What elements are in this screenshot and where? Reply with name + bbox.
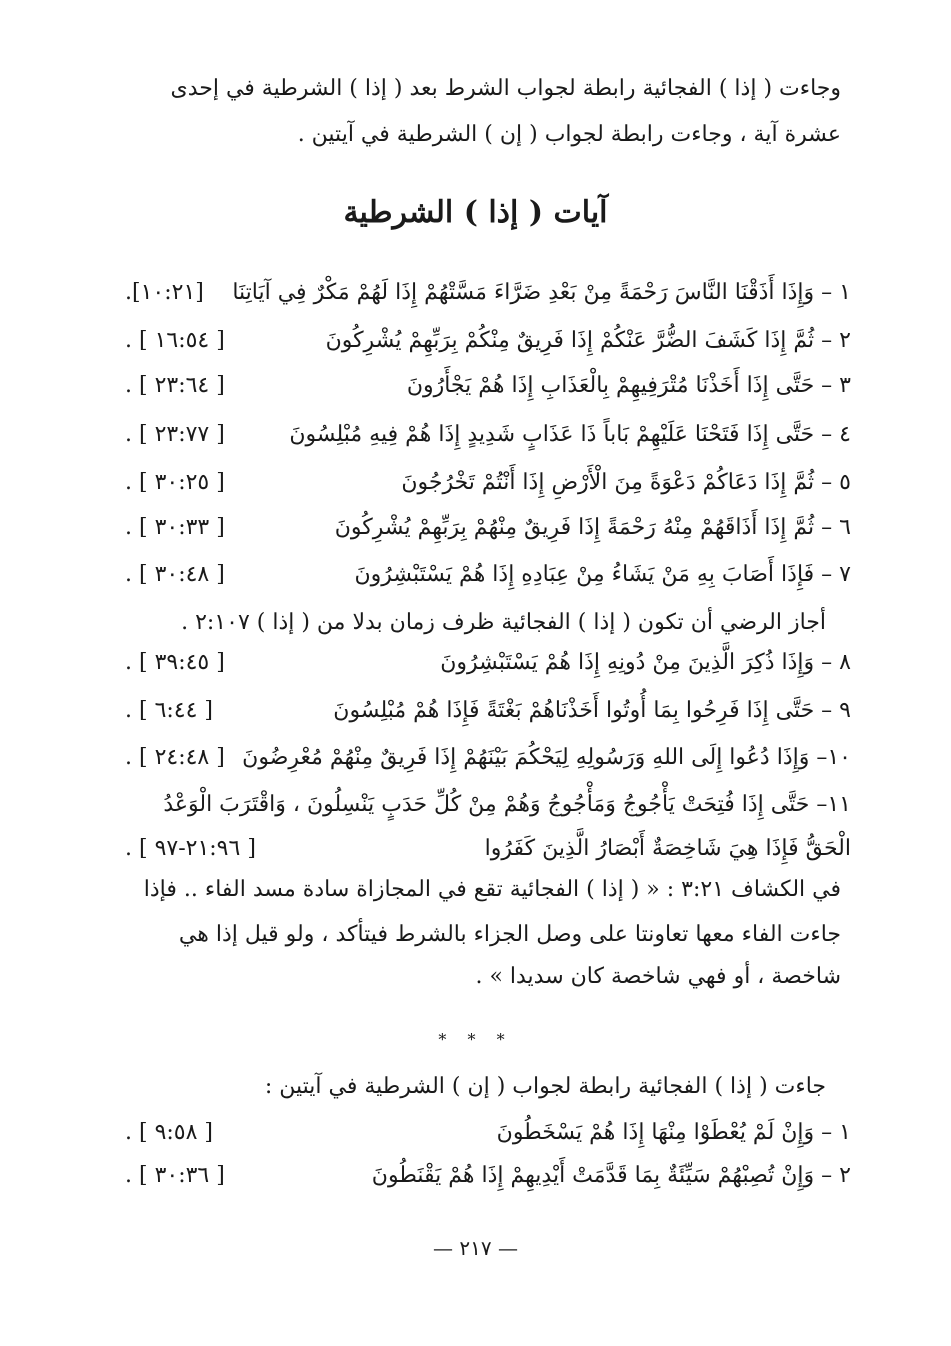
verse-number: ١ – bbox=[821, 1120, 851, 1145]
intro-line-2: عشرة آية ، وجاءت رابطة لجواب ( إن ) الشرطية في آيتين . bbox=[297, 122, 841, 147]
page-number: — ٢١٧ — bbox=[433, 1236, 518, 1260]
verse-item bbox=[125, 422, 851, 447]
verse-item bbox=[125, 470, 851, 495]
verse-text bbox=[335, 515, 851, 540]
verse-number: ٣ – bbox=[821, 373, 851, 398]
verse-number: ٢ – bbox=[821, 1163, 851, 1188]
verse-11-line-1 bbox=[163, 790, 851, 820]
verse-text bbox=[372, 1163, 851, 1188]
verse-body: ثُمَّ إِذَا دَعَاكُمْ دَعْوَةً مِنَ الْأَرْضِ إِذَا أَنْتُمْ تَخْرُجُونَ bbox=[401, 470, 815, 495]
verse-text bbox=[407, 373, 851, 398]
verse-text bbox=[326, 328, 851, 353]
verse-body: الْحَقُّ فَإِذَا هِيَ شَاخِصَةٌ أَبْصَارُ الَّذِينَ كَفَرُوا bbox=[484, 836, 851, 861]
verse-number: ٤ – bbox=[821, 422, 851, 447]
kashshaf-note-line-3: شاخصة ، أو فهي شاخصة كان سديدا » . bbox=[475, 964, 841, 989]
verse-body: وَإِنْ تُصِبْهُمْ سَيِّئَةٌ بِمَا قَدَّمَتْ أَيْدِيهِمْ إِذَا هُمْ يَقْنَطُونَ bbox=[371, 1163, 815, 1188]
verse-body: وَإِذَا أَذَقْنَا النَّاسَ رَحْمَةً مِنْ بَعْدِ ضَرَّاءَ مَسَّتْهُمْ إِذَا لَهُمْ مَكْرٌ فِي آيَاتِنَا bbox=[232, 280, 815, 305]
verse-body: وَإِنْ لَمْ يُعْطَوْا مِنْهَا إِذَا هُمْ يَسْخَطُونَ bbox=[496, 1120, 815, 1145]
section-separator: * * * bbox=[438, 1030, 513, 1049]
verse-item bbox=[125, 280, 851, 305]
verse-text bbox=[354, 562, 851, 587]
verse-item bbox=[125, 1163, 851, 1188]
verse-number: ٥ – bbox=[821, 470, 851, 495]
verse-text bbox=[440, 650, 851, 675]
verse-body: فَإِذَا أَصَابَ بِهِ مَنْ يَشَاءُ مِنْ عِبَادِهِ إِذَا هُمْ يَسْتَبْشِرُونَ bbox=[354, 562, 815, 587]
verse-item bbox=[125, 650, 851, 675]
verse-number: ٦ – bbox=[821, 515, 851, 540]
verse-number: ١ – bbox=[821, 280, 851, 305]
verse-reference: [ ٦:٤٤ ] . bbox=[125, 698, 214, 723]
verse-text bbox=[242, 745, 851, 770]
note-radi: أجاز الرضي أن تكون ( إذا ) الفجائية ظرف زمان بدلا من ( إذا ) ٢:١٠٧ . bbox=[181, 610, 826, 635]
verse-item bbox=[125, 328, 851, 353]
verse-item bbox=[125, 698, 851, 723]
verse-number: ٢ – bbox=[821, 328, 851, 353]
verse-number: ١١– bbox=[816, 792, 851, 817]
verse-item bbox=[125, 515, 851, 540]
verse-reference: [ ٢٣:٧٧ ] . bbox=[125, 422, 225, 447]
verse-number: ٧ – bbox=[821, 562, 851, 587]
verse-item bbox=[125, 373, 851, 398]
verse-reference: [ ٢٤:٤٨ ] . bbox=[125, 745, 225, 770]
verse-body: ثُمَّ إِذَا كَشَفَ الضُّرَّ عَنْكُمْ إِذَا فَرِيقٌ مِنْكُمْ بِرَبِّهِمْ يُشْرِكُونَ bbox=[325, 328, 815, 353]
verse-body: ثُمَّ إِذَا أَذَاقَهُمْ مِنْهُ رَحْمَةً إِذَا فَرِيقٌ مِنْهُمْ بِرَبِّهِمْ يُشْرِكُونَ bbox=[334, 515, 815, 540]
verse-body: وَإِذَا ذُكِرَ الَّذِينَ مِنْ دُونِهِ إِذَا هُمْ يَسْتَبْشِرُونَ bbox=[440, 650, 815, 675]
verse-reference: [ ١٦:٥٤ ] . bbox=[125, 328, 225, 353]
verse-reference: [ ٣٩:٤٥ ] . bbox=[125, 650, 225, 675]
intro-line-1: وجاءت ( إذا ) الفجائية رابطة لجواب الشرط بعد ( إذا ) الشرطية في إحدى bbox=[170, 76, 841, 101]
verse-text bbox=[401, 470, 851, 495]
verse-number: ٨ – bbox=[821, 650, 851, 675]
verse-text bbox=[497, 1120, 851, 1145]
verse-reference: [١٠:٢١]. bbox=[125, 280, 204, 305]
verse-reference: [ ٣٠:٢٥ ] . bbox=[125, 470, 225, 495]
verse-item bbox=[125, 836, 851, 861]
verse-reference: [ ٩:٥٨ ] . bbox=[125, 1120, 214, 1145]
in-intro: جاءت ( إذا ) الفجائية رابطة لجواب ( إن ) الشرطية في آيتين : bbox=[264, 1074, 826, 1099]
verse-text bbox=[289, 422, 851, 447]
verse-reference: [ ٣٠:٣٣ ] . bbox=[125, 515, 225, 540]
verse-text bbox=[333, 698, 851, 723]
verse-reference: [ ٣٠:٣٦ ] . bbox=[125, 1163, 225, 1188]
verse-number: ١٠– bbox=[816, 745, 851, 770]
verse-body: حَتَّى إِذَا فُتِحَتْ يَأْجُوجُ وَمَأْجُوجُ وَهُمْ مِنْ كُلِّ حَدَبٍ يَنْسِلُونَ ، وَاقْتَرَبَ الْوَعْدُ bbox=[163, 792, 810, 817]
verse-reference: [ ٢٣:٦٤ ] . bbox=[125, 373, 225, 398]
verse-number: ٩ – bbox=[821, 698, 851, 723]
verse-text bbox=[232, 280, 851, 305]
verse-item bbox=[125, 745, 851, 770]
verse-item bbox=[125, 562, 851, 587]
verse-item bbox=[125, 1120, 851, 1145]
verse-body: وَإِذَا دُعُوا إِلَى اللهِ وَرَسُولِهِ لِيَحْكُمَ بَيْنَهُمْ إِذَا فَرِيقٌ مِنْهُمْ مُعْرِضُونَ bbox=[242, 745, 810, 770]
kashshaf-note-line-2: جاءت الفاء معها تعاونتا على وصل الجزاء بالشرط فيتأكد ، ولو قيل إذا هي bbox=[178, 922, 841, 947]
verse-body: حَتَّى إِذَا فَتَحْنَا عَلَيْهِمْ بَاباً ذَا عَذَابٍ شَدِيدٍ إِذَا هُمْ فِيهِ مُبْلِسُونَ bbox=[289, 422, 815, 447]
verse-body: حَتَّى إِذَا أَخَذْنَا مُتْرَفِيهِمْ بِالْعَذَابِ إِذَا هُمْ يَجْأَرُونَ bbox=[406, 373, 815, 398]
verse-body: حَتَّى إِذَا فَرِحُوا بِمَا أُوتُوا أَخَذْنَاهُمْ بَغْتَةً فَإِذَا هُمْ مُبْلِسُونَ bbox=[333, 698, 815, 723]
section-title: آيات ( إذا ) الشرطية bbox=[343, 195, 608, 230]
verse-reference: [ ٢١:٩٦-٩٧ ] . bbox=[125, 836, 256, 861]
kashshaf-note-line-1: في الكشاف ٣:٢١ : « ( إذا ) الفجائية تقع في المجازاة سادة مسد الفاء .. فإذا bbox=[143, 877, 841, 902]
verse-reference: [ ٣٠:٤٨ ] . bbox=[125, 562, 225, 587]
